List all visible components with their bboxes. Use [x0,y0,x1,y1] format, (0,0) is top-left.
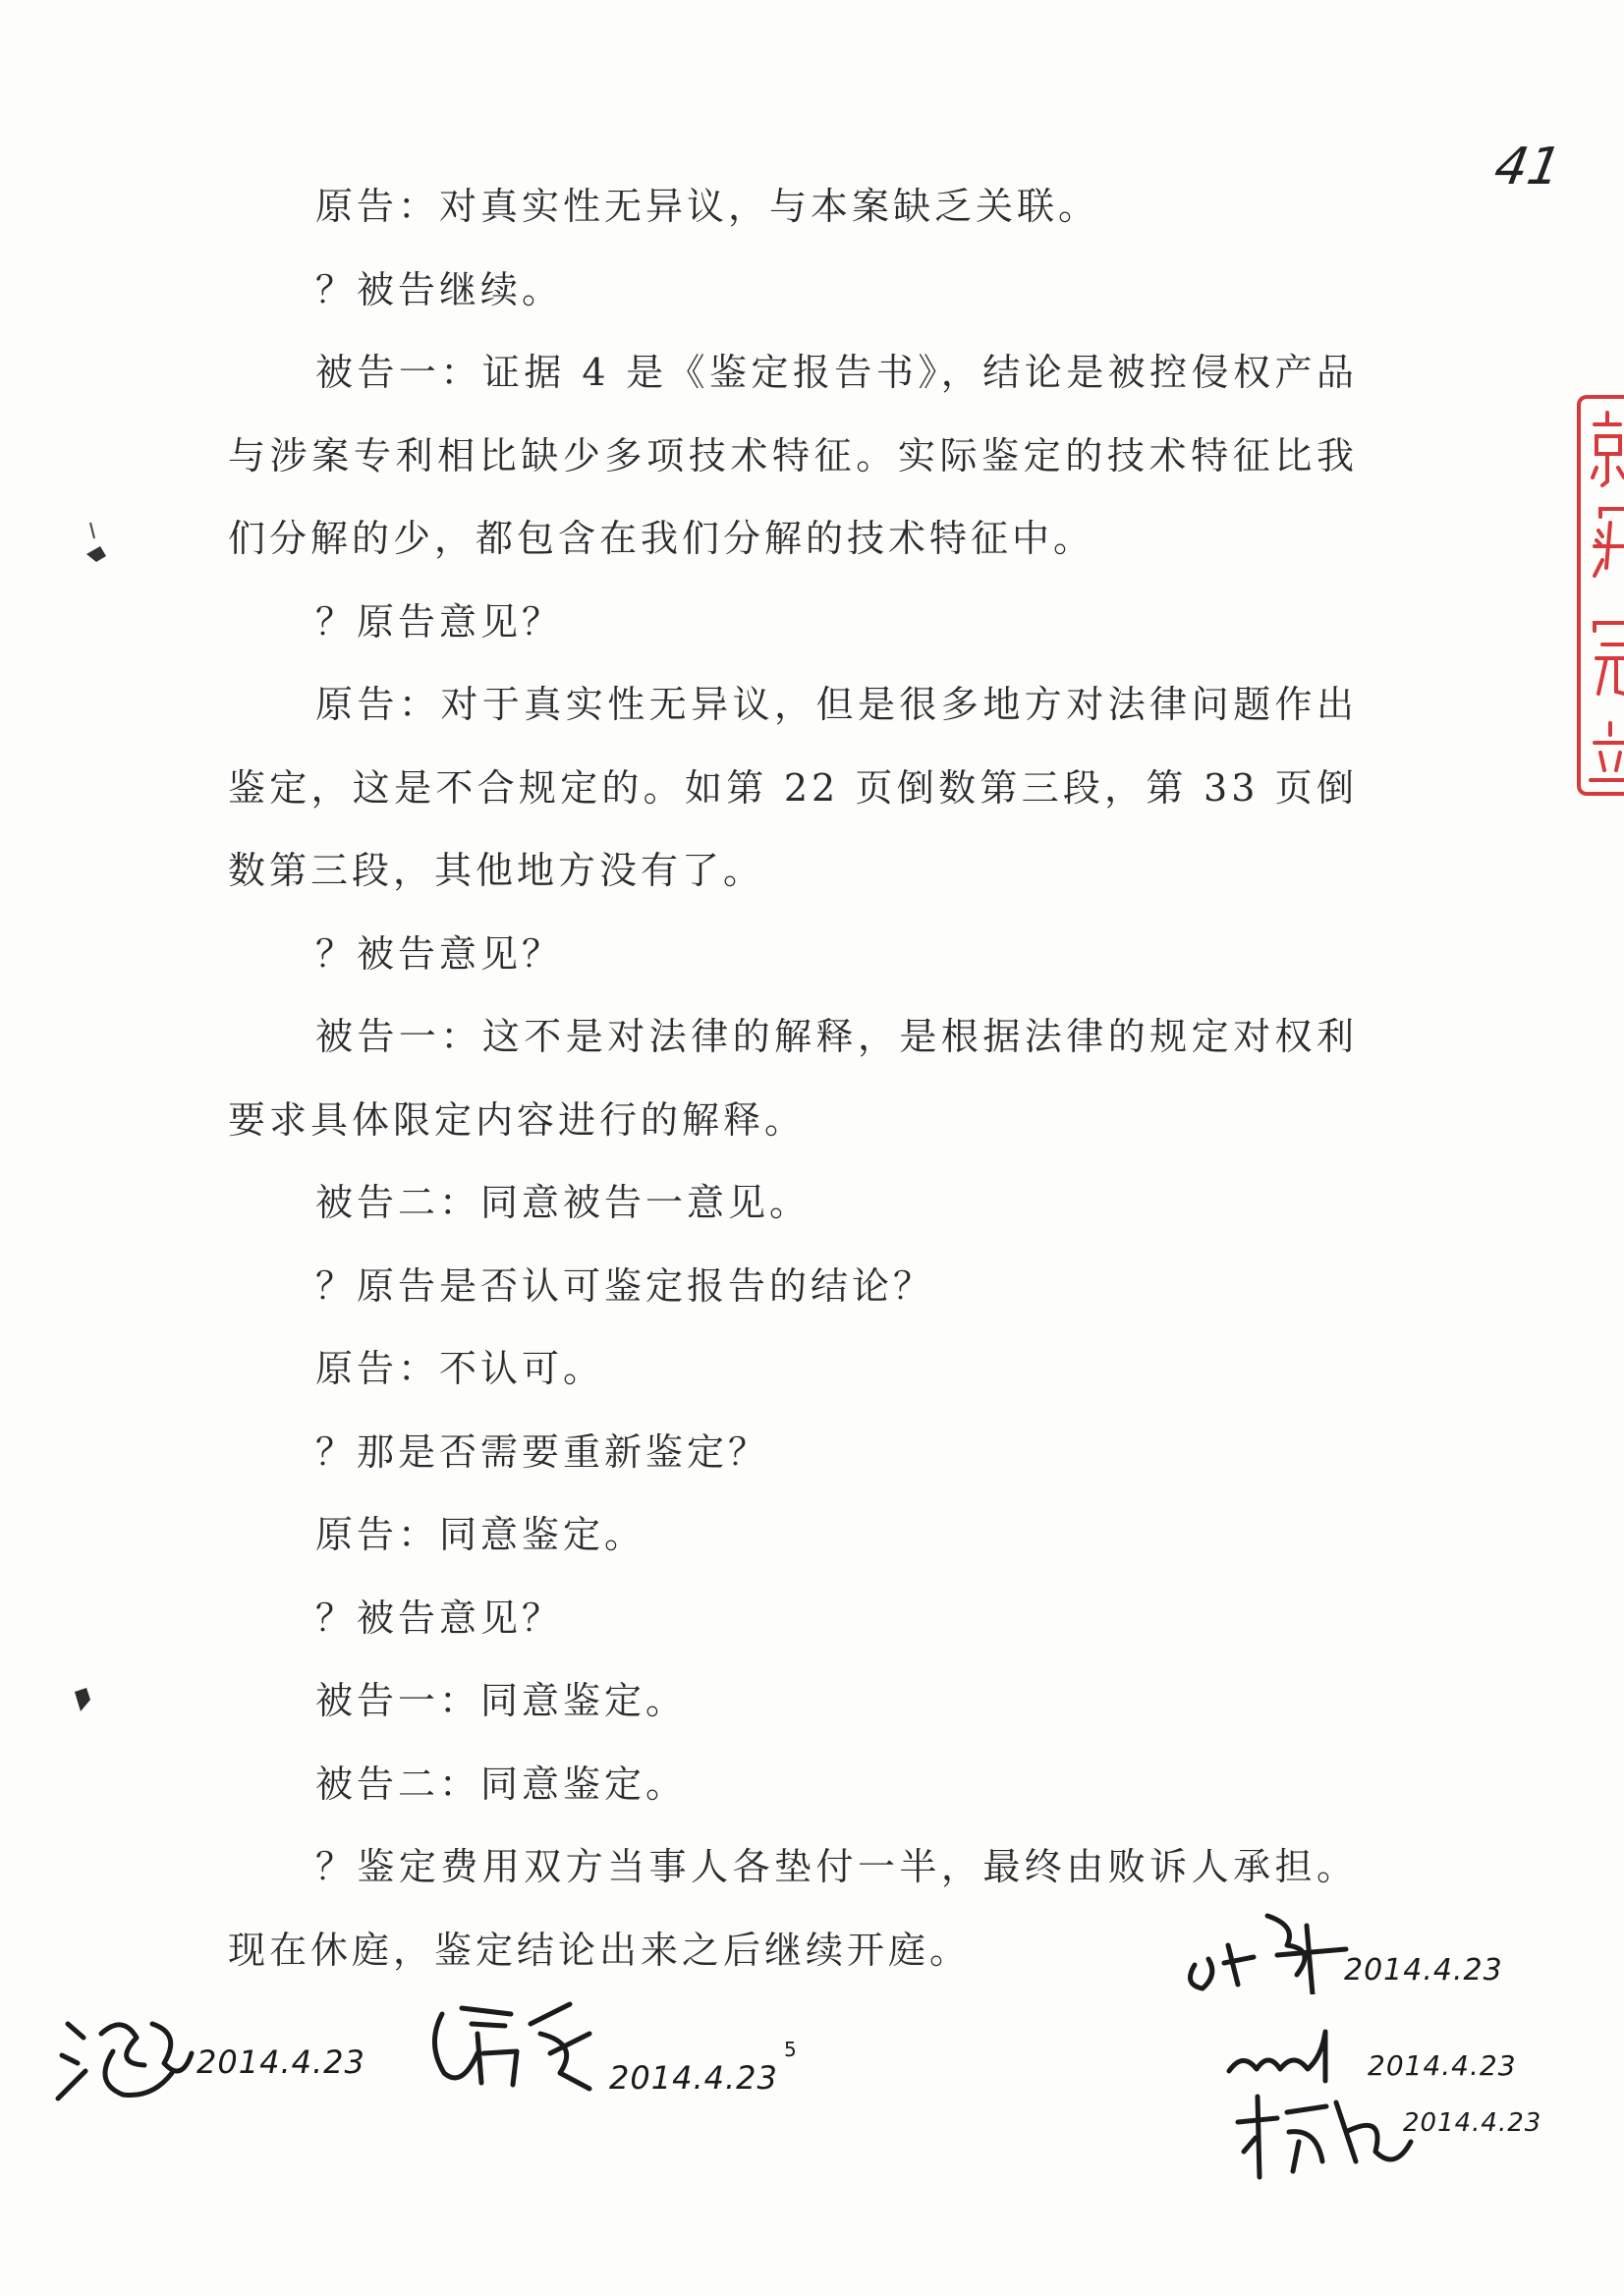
handwritten-signature [1179,1906,1366,1994]
paragraph: ？原告是否认可鉴定报告的结论？ [315,1263,935,1308]
signature-date: 2014.4.23 [609,2059,778,2097]
signature-date: 2014.4.23 [1403,2108,1542,2138]
paragraph: ？被告意见？ [315,931,564,976]
paragraph: 原告：对真实性无异议，与本案缺乏关联。 [315,185,1100,228]
paragraph: ？鉴定费用双方当事人各垫付一半，最终由败诉人承担。现在休庭，鉴定结论出来之后继续开庭。 [228,1845,1358,1972]
paragraph: 原告：对于真实性无异议，但是很多地方对法律问题作出鉴定，这是不合规定的。如第 22 页倒数第三段，第 33 页倒数第三段，其他地方没有了。 [228,683,1358,892]
signature-date: 2014.4.23 [196,2044,365,2081]
transcript-body [228,165,1358,1991]
paragraph: 原告：同意鉴定。 [315,1513,646,1556]
seal-glyphs-icon [1581,399,1624,792]
scan-speck-icon [71,1686,94,1715]
superscript-mark: 5 [784,2038,798,2061]
paragraph: 被告一：同意鉴定。 [315,1679,688,1722]
paragraph: 被告一：这不是对法律的解释，是根据法律的规定对权利要求具体限定内容进行的解释。 [228,1015,1358,1142]
handwritten-signature [1223,2022,1371,2091]
paragraph: 原告：不认可。 [315,1347,605,1390]
handwritten-signature [54,2004,201,2112]
signature-date: 2014.4.23 [1368,2049,1517,2082]
scan-speck-icon [83,521,112,570]
handwritten-signature [1228,2083,1415,2181]
signature-date: 2014.4.23 [1344,1953,1503,1988]
paragraph: 被告二：同意鉴定。 [315,1762,688,1806]
handwritten-signature [422,1994,619,2102]
paragraph: ？那是否需要重新鉴定？ [315,1429,770,1474]
red-seal-stamp [1577,395,1624,796]
paragraph: ？原告意见？ [315,599,564,644]
paragraph: 被告二：同意被告一意见。 [315,1181,812,1224]
paragraph: ？被告继续。 [315,267,564,311]
page-number: 41 [1489,138,1566,196]
paragraph: 被告一：证据 4 是《鉴定报告书》，结论是被控侵权产品与涉案专利相比缺少多项技术特征。实际鉴定的技术特征比我们分解的少，都包含在我们分解的技术特征中。 [228,351,1358,560]
paragraph: ？被告意见？ [315,1596,564,1640]
